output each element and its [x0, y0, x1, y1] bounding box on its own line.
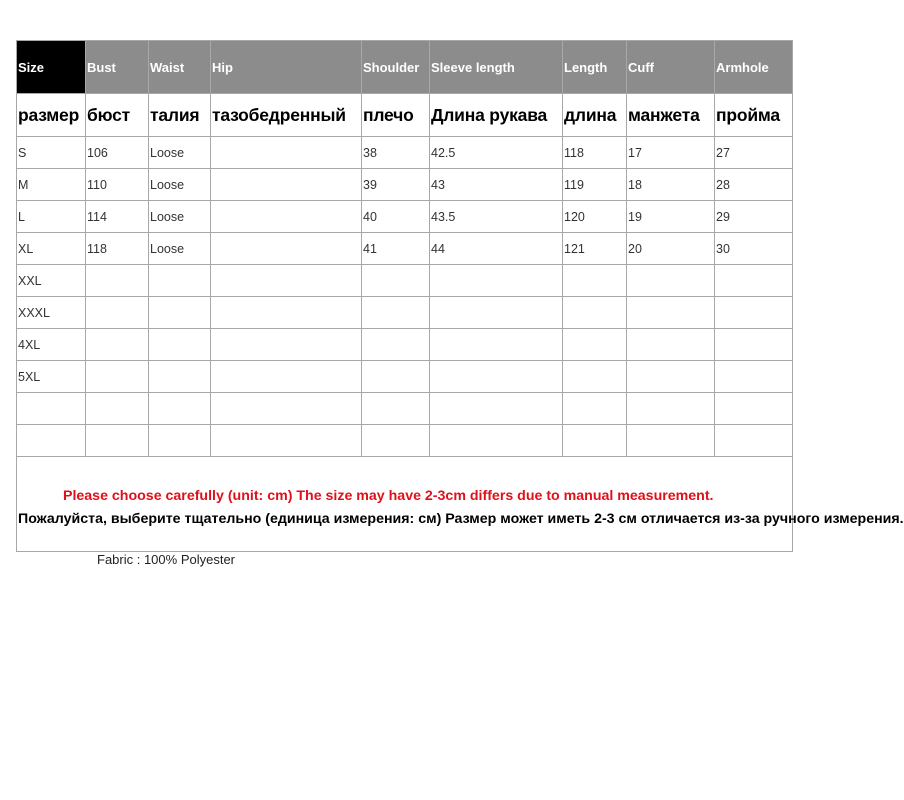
- table-cell: [627, 361, 715, 393]
- size-chart-table: [16, 40, 904, 552]
- table-cell: 5XL: [17, 361, 86, 393]
- table-cell: [362, 393, 430, 425]
- table-cell: [715, 393, 793, 425]
- note-english: Please choose carefully (unit: cm) The size may have 2-3cm differs due to manual measurement.: [63, 487, 714, 504]
- header-cell-ru: пройма: [715, 94, 793, 137]
- table-cell: 18: [627, 169, 715, 201]
- table-cell: [430, 297, 563, 329]
- table-cell: [86, 297, 149, 329]
- table-cell: S: [17, 137, 86, 169]
- header-cell-en: Size: [17, 41, 86, 94]
- table-cell: [86, 329, 149, 361]
- table-cell: [563, 361, 627, 393]
- table-cell: [627, 393, 715, 425]
- note-russian: Пожалуйста, выберите тщательно (единица измерения: см) Размер может иметь 2-3 см отличается из-за ручного измерения.: [18, 510, 904, 527]
- table-cell: [149, 425, 211, 457]
- table-cell: [627, 425, 715, 457]
- table-cell: [627, 265, 715, 297]
- table-cell: [149, 297, 211, 329]
- table-cell: [563, 393, 627, 425]
- table-cell: [211, 361, 362, 393]
- table-cell: [211, 201, 362, 233]
- table-row: [17, 297, 793, 329]
- table-cell: 19: [627, 201, 715, 233]
- table-cell: Loose: [149, 233, 211, 265]
- table-cell: [362, 425, 430, 457]
- table-cell: [17, 425, 86, 457]
- table-cell: [86, 265, 149, 297]
- table-cell: 118: [563, 137, 627, 169]
- table-cell: 20: [627, 233, 715, 265]
- fabric-label: Fabric : 100% Polyester: [97, 552, 236, 567]
- table-cell: [430, 329, 563, 361]
- table-cell: 110: [86, 169, 149, 201]
- table-cell: Loose: [149, 137, 211, 169]
- table-cell: 106: [86, 137, 149, 169]
- table-cell: [715, 425, 793, 457]
- table-cell: [715, 265, 793, 297]
- table-cell: 119: [563, 169, 627, 201]
- header-cell-en: Sleeve length: [430, 41, 563, 94]
- table-cell: [563, 425, 627, 457]
- table-cell: 121: [563, 233, 627, 265]
- table-cell: 28: [715, 169, 793, 201]
- table-cell: 41: [362, 233, 430, 265]
- table-cell: [430, 265, 563, 297]
- header-cell-ru: манжета: [627, 94, 715, 137]
- header-cell-en: Length: [563, 41, 627, 94]
- header-row-english: [17, 41, 793, 94]
- header-cell-en: Armhole: [715, 41, 793, 94]
- table-cell: [362, 329, 430, 361]
- table-cell: [211, 329, 362, 361]
- table-cell: 39: [362, 169, 430, 201]
- header-cell-ru: плечо: [362, 94, 430, 137]
- table-cell: [149, 265, 211, 297]
- table-cell: [86, 361, 149, 393]
- header-cell-ru: бюст: [86, 94, 149, 137]
- table-row: [17, 361, 793, 393]
- header-cell-en: Waist: [149, 41, 211, 94]
- table-row: [17, 233, 793, 265]
- table-cell: 4XL: [17, 329, 86, 361]
- header-cell-ru: талия: [149, 94, 211, 137]
- table-cell: [211, 393, 362, 425]
- header-cell-en: Cuff: [627, 41, 715, 94]
- table-cell: [211, 265, 362, 297]
- table-cell: 44: [430, 233, 563, 265]
- table-cell: [149, 393, 211, 425]
- table-cell: 118: [86, 233, 149, 265]
- table-row: [17, 425, 793, 457]
- table-cell: 43: [430, 169, 563, 201]
- table-cell: 40: [362, 201, 430, 233]
- table-cell: 120: [563, 201, 627, 233]
- table-cell: XXXL: [17, 297, 86, 329]
- table-row: [17, 265, 793, 297]
- table-cell: L: [17, 201, 86, 233]
- table-cell: M: [17, 169, 86, 201]
- table-cell: 17: [627, 137, 715, 169]
- header-cell-ru: размер: [17, 94, 86, 137]
- table-cell: [362, 265, 430, 297]
- table-cell: [211, 169, 362, 201]
- table-cell: [211, 137, 362, 169]
- table-cell: 38: [362, 137, 430, 169]
- table-cell: [563, 329, 627, 361]
- note-cell: [17, 457, 904, 552]
- table-cell: [430, 425, 563, 457]
- table-cell: [715, 329, 793, 361]
- table-cell: [563, 297, 627, 329]
- header-cell-en: Hip: [211, 41, 362, 94]
- table-cell: 30: [715, 233, 793, 265]
- table-cell: [627, 329, 715, 361]
- table-row: [17, 201, 793, 233]
- table-row: [17, 169, 793, 201]
- table-cell: [149, 329, 211, 361]
- table-cell: [715, 297, 793, 329]
- table-cell: 43.5: [430, 201, 563, 233]
- header-cell-ru: Длина рукава: [430, 94, 563, 137]
- table-cell: 27: [715, 137, 793, 169]
- table-cell: [430, 393, 563, 425]
- table-cell: [627, 297, 715, 329]
- table-cell: [563, 265, 627, 297]
- note-row: [17, 457, 793, 552]
- header-row-russian: [17, 94, 793, 137]
- table-cell: 42.5: [430, 137, 563, 169]
- table-cell: 29: [715, 201, 793, 233]
- table-cell: [17, 393, 86, 425]
- table-cell: [149, 361, 211, 393]
- table-cell: [211, 425, 362, 457]
- table-cell: Loose: [149, 201, 211, 233]
- header-cell-ru: длина: [563, 94, 627, 137]
- table-cell: [362, 361, 430, 393]
- table-cell: [715, 361, 793, 393]
- table-row: [17, 393, 793, 425]
- table-cell: [86, 425, 149, 457]
- header-cell-en: Bust: [86, 41, 149, 94]
- header-cell-ru: тазобедренный: [211, 94, 362, 137]
- table-cell: [211, 297, 362, 329]
- table-cell: 114: [86, 201, 149, 233]
- table-cell: XXL: [17, 265, 86, 297]
- table-cell: [430, 361, 563, 393]
- table-row: [17, 329, 793, 361]
- table-cell: [362, 297, 430, 329]
- table-cell: [211, 233, 362, 265]
- table-cell: Loose: [149, 169, 211, 201]
- table-cell: [86, 393, 149, 425]
- table-cell: XL: [17, 233, 86, 265]
- header-cell-en: Shoulder: [362, 41, 430, 94]
- table-row: [17, 137, 793, 169]
